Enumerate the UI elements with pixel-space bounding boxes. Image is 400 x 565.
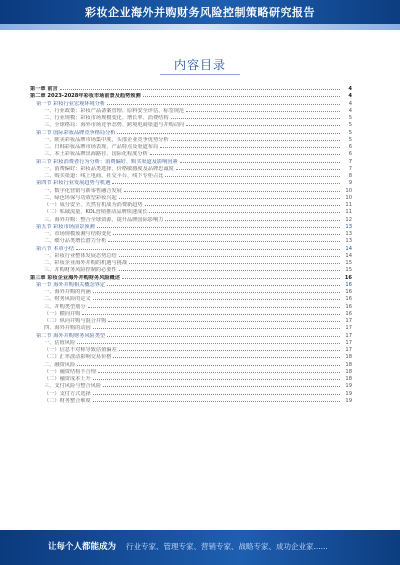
toc-entry-page: 7 — [348, 165, 352, 171]
header-decoration — [0, 24, 400, 30]
toc-leader-dots — [171, 113, 340, 119]
toc-entry-page: 10 — [345, 187, 352, 193]
toc-entry[interactable] — [30, 316, 352, 323]
toc-leader-dots — [143, 91, 340, 97]
toc-leader-dots — [93, 323, 340, 329]
toc-leader-dots — [119, 251, 340, 257]
toc-leader-dots — [186, 120, 340, 126]
toc-entry-page: 17 — [345, 318, 352, 324]
toc-entry-page: 16 — [345, 281, 352, 287]
toc-entry-label: 一、数字化营销与新零售融合发展 — [44, 187, 122, 193]
toc-leader-dots — [93, 374, 340, 380]
toc-entry-label: 第五节 彩妆市场前景预测 — [36, 223, 95, 229]
toc-entry[interactable] — [30, 309, 352, 316]
toc-entry[interactable] — [30, 396, 352, 403]
toc-entry-page: 4 — [348, 107, 352, 113]
toc-entry[interactable] — [30, 294, 352, 301]
toc-leader-dots — [180, 157, 340, 163]
toc-entry-label: 二、日韩彩妆品牌市场表现、产品特点及渠道布局 — [44, 144, 159, 150]
toc-entry-page: 5 — [348, 136, 352, 142]
toc-leader-dots — [119, 193, 340, 199]
toc-leader-dots — [77, 338, 340, 344]
toc-entry[interactable] — [30, 157, 352, 164]
toc-leader-dots — [93, 396, 340, 402]
toc-entry-page: 13 — [345, 231, 352, 237]
toc-entry-label: （一）融资结构不合理 — [44, 368, 96, 374]
toc-entry-label: （一）横向并购 — [44, 310, 81, 316]
toc-entry[interactable] — [30, 200, 352, 207]
toc-entry[interactable] — [30, 360, 352, 367]
toc-entry[interactable] — [30, 164, 352, 171]
toc-entry-page: 18 — [345, 368, 352, 374]
toc-leader-dots — [122, 273, 340, 279]
toc-leader-dots — [98, 367, 340, 373]
toc-entry-page: 15 — [345, 260, 352, 266]
toc-entry-page: 10 — [345, 194, 352, 200]
toc-entry-page: 13 — [345, 223, 352, 229]
toc-entry-page: 17 — [345, 347, 352, 353]
toc-entry-page: 16 — [345, 310, 352, 316]
toc-entry-page: 9 — [348, 180, 352, 186]
toc-entry-page: 16 — [345, 289, 352, 295]
toc-entry-label: 二、融资风险 — [44, 361, 76, 367]
toc-entry-label: 二、行业规模：彩妆市场规模变化、增长率、消费结构 — [44, 115, 169, 121]
footer-roles: 行业专家、管理专家、营销专家、战略专家、成功企业家...... — [126, 542, 328, 551]
toc-entry[interactable] — [30, 258, 352, 265]
toc-entry-label: 二、细分品类增长潜力分析 — [44, 238, 107, 244]
toc-entry-label: 一、彩妆行业整体发展态势总结 — [44, 252, 117, 258]
toc-entry-page: 4 — [348, 86, 352, 92]
toc-entry-label: 第一节 海外并购相关概念界定 — [36, 281, 106, 287]
toc-entry-label: （一）信息不对称导致估值偏差 — [44, 347, 117, 353]
toc-entry-label: 二、绿色环保与功效型彩妆兴起 — [44, 194, 117, 200]
toc-entry[interactable] — [30, 106, 352, 113]
toc-leader-dots — [77, 360, 340, 366]
toc-entry[interactable] — [30, 389, 352, 396]
toc-entry-page: 16 — [344, 274, 352, 280]
toc-entry[interactable] — [30, 215, 352, 222]
toc-entry[interactable] — [30, 229, 352, 236]
toc-entry[interactable] — [30, 265, 352, 272]
toc-entry-page: 12 — [345, 216, 352, 222]
toc-entry-page: 13 — [345, 238, 352, 244]
toc-entry[interactable] — [30, 345, 352, 352]
toc-entry-label: 一、估值风险 — [44, 339, 76, 345]
toc-leader-dots — [108, 316, 340, 322]
toc-entry-label: 第二节 国际彩妆品牌竞争格局分析 — [36, 129, 116, 135]
toc-entry-label: 二、财务风险的定义 — [44, 296, 91, 302]
toc-leader-dots — [93, 294, 340, 300]
toc-entry-page: 17 — [345, 339, 352, 345]
toc-entry-page: 7 — [348, 158, 352, 164]
toc-entry-page: 15 — [345, 267, 352, 273]
toc-entry[interactable] — [30, 352, 352, 359]
toc-leader-dots — [117, 128, 340, 134]
toc-entry[interactable] — [30, 142, 352, 149]
toc-entry-page: 4 — [348, 100, 352, 106]
toc-leader-dots — [149, 207, 340, 213]
toc-entry-label: 三、全球格局：海外市场竞争态势、跨境电商渠道与并购动向 — [44, 122, 185, 128]
toc-leader-dots — [119, 345, 340, 351]
report-header — [0, 0, 400, 38]
toc-entry[interactable] — [30, 323, 352, 330]
toc-entry-label: 三、海外并购：整合全球资源、提升品牌国际影响力 — [44, 216, 164, 222]
toc-entry-page: 18 — [345, 354, 352, 360]
toc-entry-label: 一、海外并购的内涵 — [44, 289, 91, 295]
toc-entry-page: 16 — [345, 296, 352, 302]
toc-leader-dots — [107, 280, 340, 286]
toc-leader-dots — [165, 171, 340, 177]
toc-entry[interactable] — [30, 222, 352, 229]
toc-leader-dots — [107, 331, 340, 337]
toc-entry[interactable] — [30, 99, 352, 106]
toc-entry-label: 第一章 前言 — [30, 86, 58, 92]
toc-entry[interactable] — [30, 338, 352, 345]
toc-leader-dots — [171, 135, 340, 141]
toc-entry[interactable] — [30, 186, 352, 193]
toc-leader-dots — [186, 106, 340, 112]
toc-entry-label: 一、市场规模预测与结构变化 — [44, 231, 112, 237]
toc-entry[interactable] — [30, 113, 352, 120]
toc-entry-page: 11 — [345, 209, 352, 215]
toc-leader-dots — [76, 244, 340, 250]
toc-leader-dots — [112, 178, 340, 184]
toc-entry[interactable] — [30, 367, 352, 374]
toc-leader-dots — [119, 265, 340, 271]
toc-entry-label: （一）成分安全、天然有机成为消费新趋势 — [44, 202, 143, 208]
toc-entry-label: （二）私域流量、KOL营销推动品牌快速成长 — [44, 209, 148, 215]
toc-leader-dots — [93, 287, 340, 293]
toc-entry-page: 17 — [345, 332, 352, 338]
toc-entry-page: 6 — [348, 144, 352, 150]
toc-entry-page: 19 — [345, 390, 352, 396]
toc-entry-page: 6 — [348, 151, 352, 157]
toc-entry[interactable] — [30, 171, 352, 178]
toc-entry[interactable] — [30, 91, 352, 98]
toc-entry[interactable] — [30, 244, 352, 251]
toc-leader-dots — [113, 229, 340, 235]
toc-entry-page: 18 — [345, 376, 352, 382]
toc-entry[interactable] — [30, 280, 352, 287]
toc-entry[interactable] — [30, 193, 352, 200]
toc-entry-page: 5 — [348, 115, 352, 121]
toc-entry[interactable] — [30, 84, 352, 91]
toc-entry[interactable] — [30, 302, 352, 309]
toc-leader-dots — [97, 222, 340, 228]
toc-entry-label: （二）汇率波动影响交易价格 — [44, 354, 112, 360]
toc-entry-page: 14 — [345, 252, 352, 258]
toc-entry-page: 16 — [345, 303, 352, 309]
toc-entry-page: 17 — [345, 325, 352, 331]
toc-leader-dots — [82, 309, 340, 315]
toc-leader-dots — [165, 215, 340, 221]
toc-leader-dots — [176, 164, 340, 170]
toc-entry[interactable] — [30, 178, 352, 185]
toc-title: 内容目录 — [173, 58, 226, 72]
toc-entry-label: 二、彩妆企业海外并购的机遇与挑战 — [44, 260, 128, 266]
footer-slogan: 让每个人都能成为 — [48, 542, 117, 552]
toc-entry-label: 第二节 海外并购财务风险类型 — [36, 332, 106, 338]
toc-entry[interactable] — [30, 251, 352, 258]
toc-entry[interactable] — [30, 120, 352, 127]
toc-entry[interactable] — [30, 273, 352, 280]
toc-entry[interactable] — [30, 149, 352, 156]
toc-leader-dots — [60, 84, 340, 90]
toc-entry-page: 11 — [345, 202, 352, 208]
toc-entry-label: （一）支付方式选择 — [44, 390, 91, 396]
toc-leader-dots — [124, 186, 340, 192]
report-title: 彩妆企业海外并购财务风险控制策略研究报告 — [85, 6, 315, 19]
toc-entry[interactable] — [30, 135, 352, 142]
toc-entry[interactable] — [30, 287, 352, 294]
toc-leader-dots — [129, 258, 340, 264]
toc-entry-label: 第四节 彩妆行业发展趋势与机遇 — [36, 180, 111, 186]
toc-entry-label: 第六节 本章小结 — [36, 245, 74, 251]
toc-entry-label: 二、购买渠道：线上电商、社交平台、线下专柜占比 — [44, 173, 164, 179]
toc-entry-page: 19 — [345, 397, 352, 403]
toc-entry-label: （二）融资成本上升 — [44, 376, 91, 382]
toc-entry-page: 5 — [348, 122, 352, 128]
toc-entry-page: 18 — [345, 361, 352, 367]
toc-entry-label: 三、支付风险与整合风险 — [44, 383, 102, 389]
toc-entry-page: 5 — [348, 129, 352, 135]
toc-entry-label: 四、海外并购的动因 — [44, 325, 91, 331]
toc-entry[interactable] — [30, 207, 352, 214]
toc-entry-page: 4 — [348, 93, 352, 99]
toc-entry[interactable] — [30, 331, 352, 338]
footer-banner — [0, 530, 400, 565]
table-of-contents — [30, 84, 352, 403]
toc-leader-dots — [107, 99, 340, 105]
toc-entry-label: 一、行业政策：彩妆产品备案管理、原料安全评估、标签规范 — [44, 107, 185, 113]
toc-entry-label: 一、欧美彩妆品牌市场集中度、头部企业竞争优势分析 — [44, 136, 169, 142]
toc-leader-dots — [113, 352, 340, 358]
toc-leader-dots — [88, 302, 340, 308]
toc-entry-label: 三、并购财务风险控制的必要性 — [44, 267, 117, 273]
toc-entry-label: 第三节 彩妆消费者行为分析：消费偏好、购买渠道及影响因素 — [36, 158, 178, 164]
toc-leader-dots — [145, 200, 340, 206]
toc-leader-dots — [160, 142, 340, 148]
toc-entry[interactable] — [30, 381, 352, 388]
toc-entry-label: 第二章 2023-2028年彩妆市场前景及趋势预测 — [30, 93, 141, 99]
toc-leader-dots — [108, 236, 340, 242]
toc-entry-label: 三、本土彩妆品牌出海路径、国际化程度分析 — [44, 151, 148, 157]
toc-entry-page: 14 — [345, 245, 352, 251]
toc-entry-label: 第三章 彩妆企业海外并购财务风险概述 — [30, 274, 120, 280]
toc-entry-page: 8 — [348, 173, 352, 179]
toc-title-rule — [160, 74, 240, 75]
toc-entry[interactable] — [30, 236, 352, 243]
toc-entry-label: 第一节 彩妆行业宏观环境分析 — [36, 100, 106, 106]
toc-leader-dots — [103, 381, 340, 387]
toc-entry[interactable] — [30, 128, 352, 135]
toc-entry-page: 19 — [345, 383, 352, 389]
toc-leader-dots — [93, 389, 340, 395]
toc-entry-label: （二）财务整合难度 — [44, 397, 91, 403]
toc-leader-dots — [150, 149, 340, 155]
toc-entry-label: 三、并购类型划分 — [44, 303, 86, 309]
toc-entry[interactable] — [30, 374, 352, 381]
toc-entry-label: 一、消费偏好：彩妆品类选择、价格敏感度及品牌忠诚度 — [44, 165, 174, 171]
toc-entry-label: （二）纵向并购与混合并购 — [44, 318, 107, 324]
